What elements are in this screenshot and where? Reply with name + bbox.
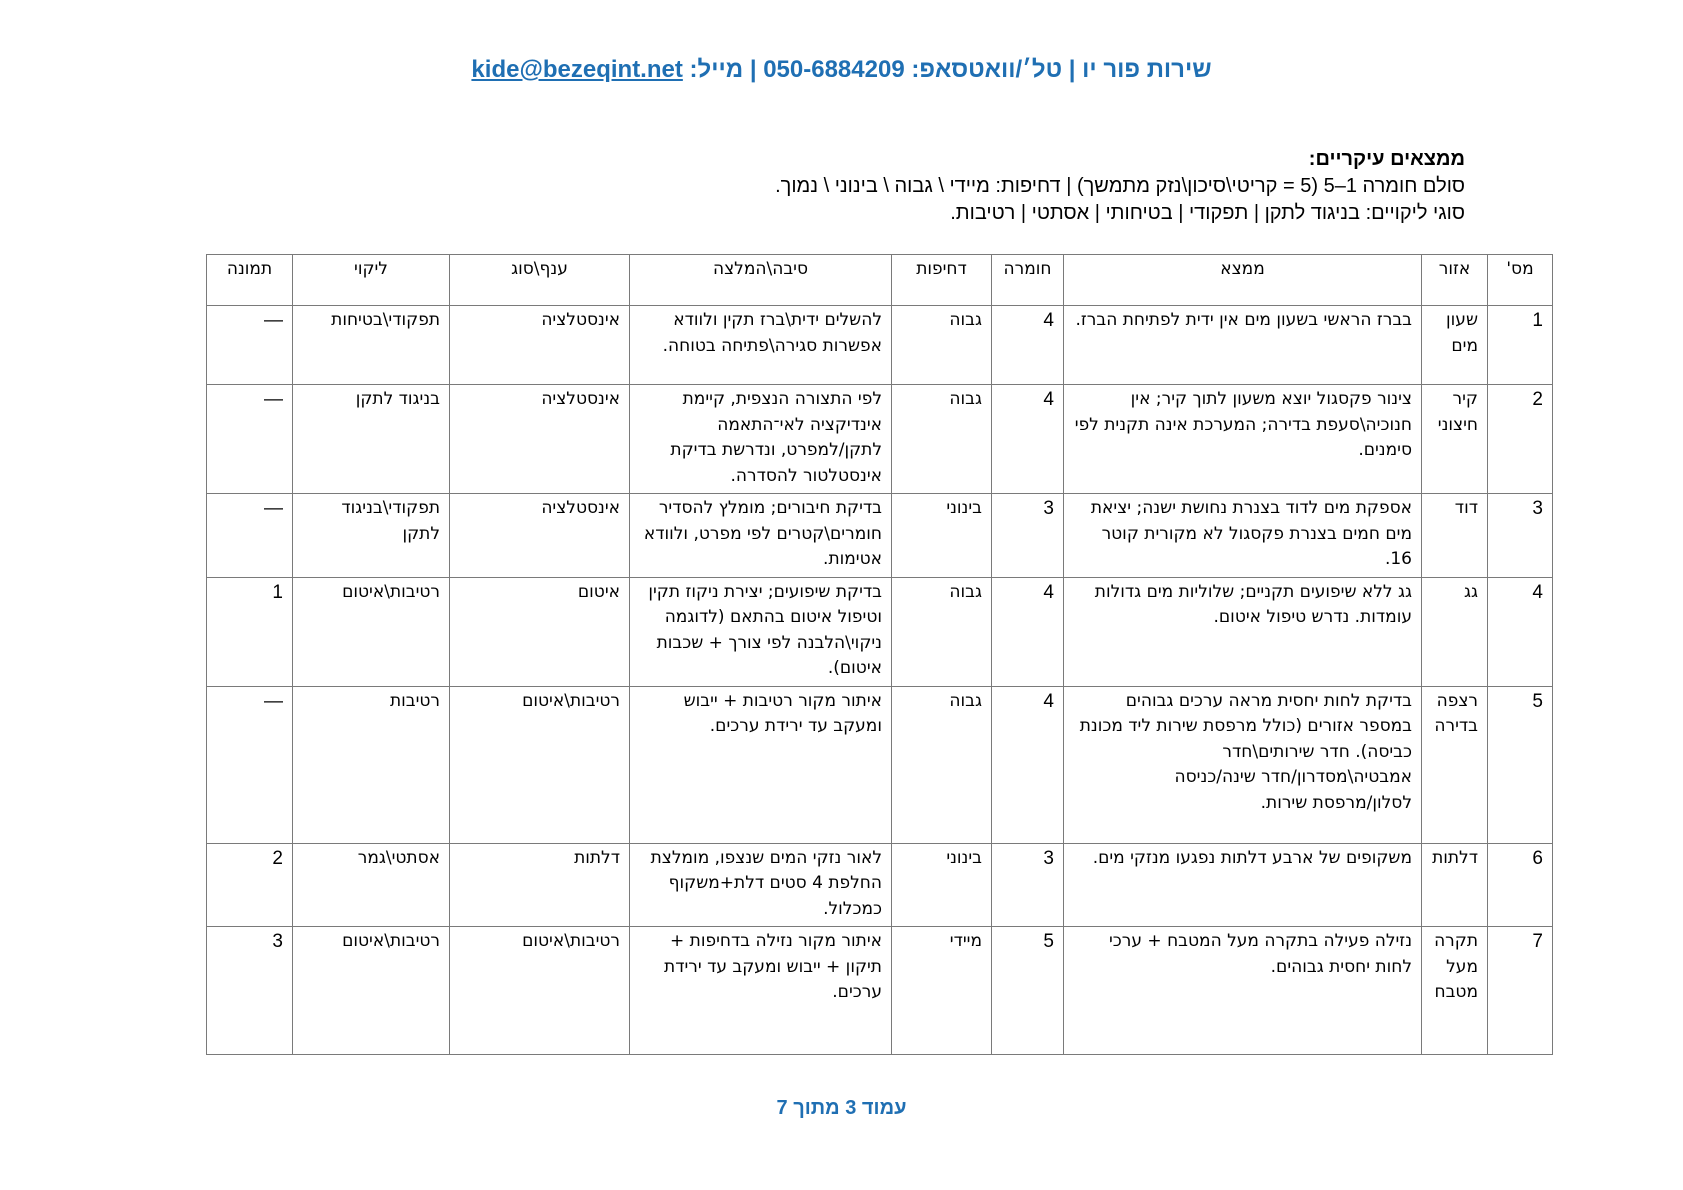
cell-recommendation: איתור מקור נזילה בדחיפות + תיקון + ייבוש ומעקב עד ירידת ערכים. [630,927,892,1055]
section-title: ממצאים עיקריים: [1308,148,1465,170]
header-recommendation: סיבה\המלצה [630,255,892,306]
cell-category: דלתות [450,843,630,927]
cell-severity: 5 [992,927,1064,1055]
table-row [207,494,1553,578]
cell-category: אינסטלציה [450,494,630,578]
cell-category: רטיבות\איטום [450,686,630,843]
cell-area: דלתות [1422,843,1488,927]
intro-section [565,146,1465,227]
cell-finding: נזילה פעילה בתקרה מעל המטבח + ערכי לחות יחסית גבוהים. [1064,927,1422,1055]
page-number: עמוד 3 מתוך 7 [776,1097,907,1119]
cell-defect: רטיבות\איטום [293,927,450,1055]
header-finding: ממצא [1064,255,1422,306]
cell-photo: 3 [207,927,293,1055]
header-defect: ליקוי [293,255,450,306]
cell-no: 3 [1488,494,1553,578]
cell-urgency: גבוה [892,686,992,843]
header-category: ענף\סוג [450,255,630,306]
cell-area: תקרה מעל מטבח [1422,927,1488,1055]
cell-no: 7 [1488,927,1553,1055]
cell-defect: תפקודי\בניגוד לתקן [293,494,450,578]
cell-recommendation: בדיקת חיבורים; מומלץ להסדיר חומרים\קטרים לפי מפרט, ולוודא אטימות. [630,494,892,578]
cell-defect: רטיבות\איטום [293,577,450,686]
cell-category: רטיבות\איטום [450,927,630,1055]
header-severity: חומרה [992,255,1064,306]
table-row [207,843,1553,927]
cell-finding: בברז הראשי בשעון מים אין ידית לפתיחת הברז. [1064,306,1422,385]
cell-urgency: מיידי [892,927,992,1055]
cell-area: רצפה בדירה [1422,686,1488,843]
cell-category: איטום [450,577,630,686]
header-area: אזור [1422,255,1488,306]
cell-urgency: גבוה [892,385,992,494]
contact-header [0,56,1683,84]
cell-finding: משקופים של ארבע דלתות נפגעו מנזקי מים. [1064,843,1422,927]
cell-area: קיר חיצוני [1422,385,1488,494]
cell-no: 2 [1488,385,1553,494]
cell-severity: 4 [992,385,1064,494]
cell-defect: בניגוד לתקן [293,385,450,494]
cell-urgency: גבוה [892,306,992,385]
cell-no: 5 [1488,686,1553,843]
findings-table [206,254,1553,1055]
cell-finding: בדיקת לחות יחסית מראה ערכים גבוהים במספר אזורים (כולל מרפסת שירות ליד מכונת כביסה). חדר שירותים\חדר אמבטיה\מסדרון/חדר שינה/כניסה לסלון/מרפסת שירות. [1064,686,1422,843]
cell-severity: 4 [992,306,1064,385]
table-row [207,927,1553,1055]
table-row [207,306,1553,385]
contact-text: שירות פור יו | טל׳/וואטסאפ: 050-6884209 | מייל: [682,56,1212,83]
header-urgency: דחיפות [892,255,992,306]
cell-recommendation: לפי התצורה הנצפית, קיימת אינדיקציה לאי־התאמה לתקן/למפרט, ונדרשת בדיקת אינסטלטור להסדרה. [630,385,892,494]
cell-severity: 3 [992,843,1064,927]
cell-defect: רטיבות [293,686,450,843]
cell-photo: 2 [207,843,293,927]
cell-finding: אספקת מים לדוד בצנרת נחושת ישנה; יציאת מים חמים בצנרת פקסגול לא מקורית קוטר 16. [1064,494,1422,578]
cell-severity: 4 [992,577,1064,686]
cell-finding: צינור פקסגול יוצא משעון לתוך קיר; אין חנוכיה\סעפת בדירה; המערכת אינה תקנית לפי סימנים. [1064,385,1422,494]
cell-recommendation: איתור מקור רטיבות + ייבוש ומעקב עד ירידת ערכים. [630,686,892,843]
email-link[interactable]: kide@bezeqint.net [471,56,683,83]
severity-scale-text: סולם חומרה 1–5 (5 = קריטי\סיכון\נזק מתמשך) | דחיפות: מיידי \ גבוה \ בינוני \ נמוך. [775,175,1465,197]
cell-area: שעון מים [1422,306,1488,385]
cell-finding: גג ללא שיפועים תקניים; שלוליות מים גדולות עומדות. נדרש טיפול איטום. [1064,577,1422,686]
cell-photo: — [207,686,293,843]
cell-no: 6 [1488,843,1553,927]
cell-urgency: בינוני [892,494,992,578]
cell-category: אינסטלציה [450,306,630,385]
cell-defect: תפקודי\בטיחות [293,306,450,385]
cell-photo: — [207,385,293,494]
cell-urgency: בינוני [892,843,992,927]
cell-recommendation: בדיקת שיפועים; יצירת ניקוז תקין וטיפול איטום בהתאם (לדוגמה ניקוי\הלבנה לפי צורך + שכבות איטום). [630,577,892,686]
header-photo: תמונה [207,255,293,306]
cell-no: 4 [1488,577,1553,686]
table-header-row [207,255,1553,306]
cell-severity: 3 [992,494,1064,578]
table-row [207,385,1553,494]
cell-area: גג [1422,577,1488,686]
cell-recommendation: לאור נזקי המים שנצפו, מומלצת החלפת 4 סטים דלת+משקוף כמכלול. [630,843,892,927]
header-no: מס' [1488,255,1553,306]
cell-defect: אסתטי\גמר [293,843,450,927]
cell-no: 1 [1488,306,1553,385]
table-row [207,686,1553,843]
cell-photo: — [207,306,293,385]
cell-urgency: גבוה [892,577,992,686]
cell-photo: — [207,494,293,578]
cell-photo: 1 [207,577,293,686]
cell-category: אינסטלציה [450,385,630,494]
cell-recommendation: להשלים ידית\ברז תקין ולוודא אפשרות סגירה\פתיחה בטוחה. [630,306,892,385]
cell-area: דוד [1422,494,1488,578]
table-row [207,577,1553,686]
cell-severity: 4 [992,686,1064,843]
defect-types-text: סוגי ליקויים: בניגוד לתקן | תפקודי | בטיחותי | אסתטי | רטיבות. [950,202,1465,224]
